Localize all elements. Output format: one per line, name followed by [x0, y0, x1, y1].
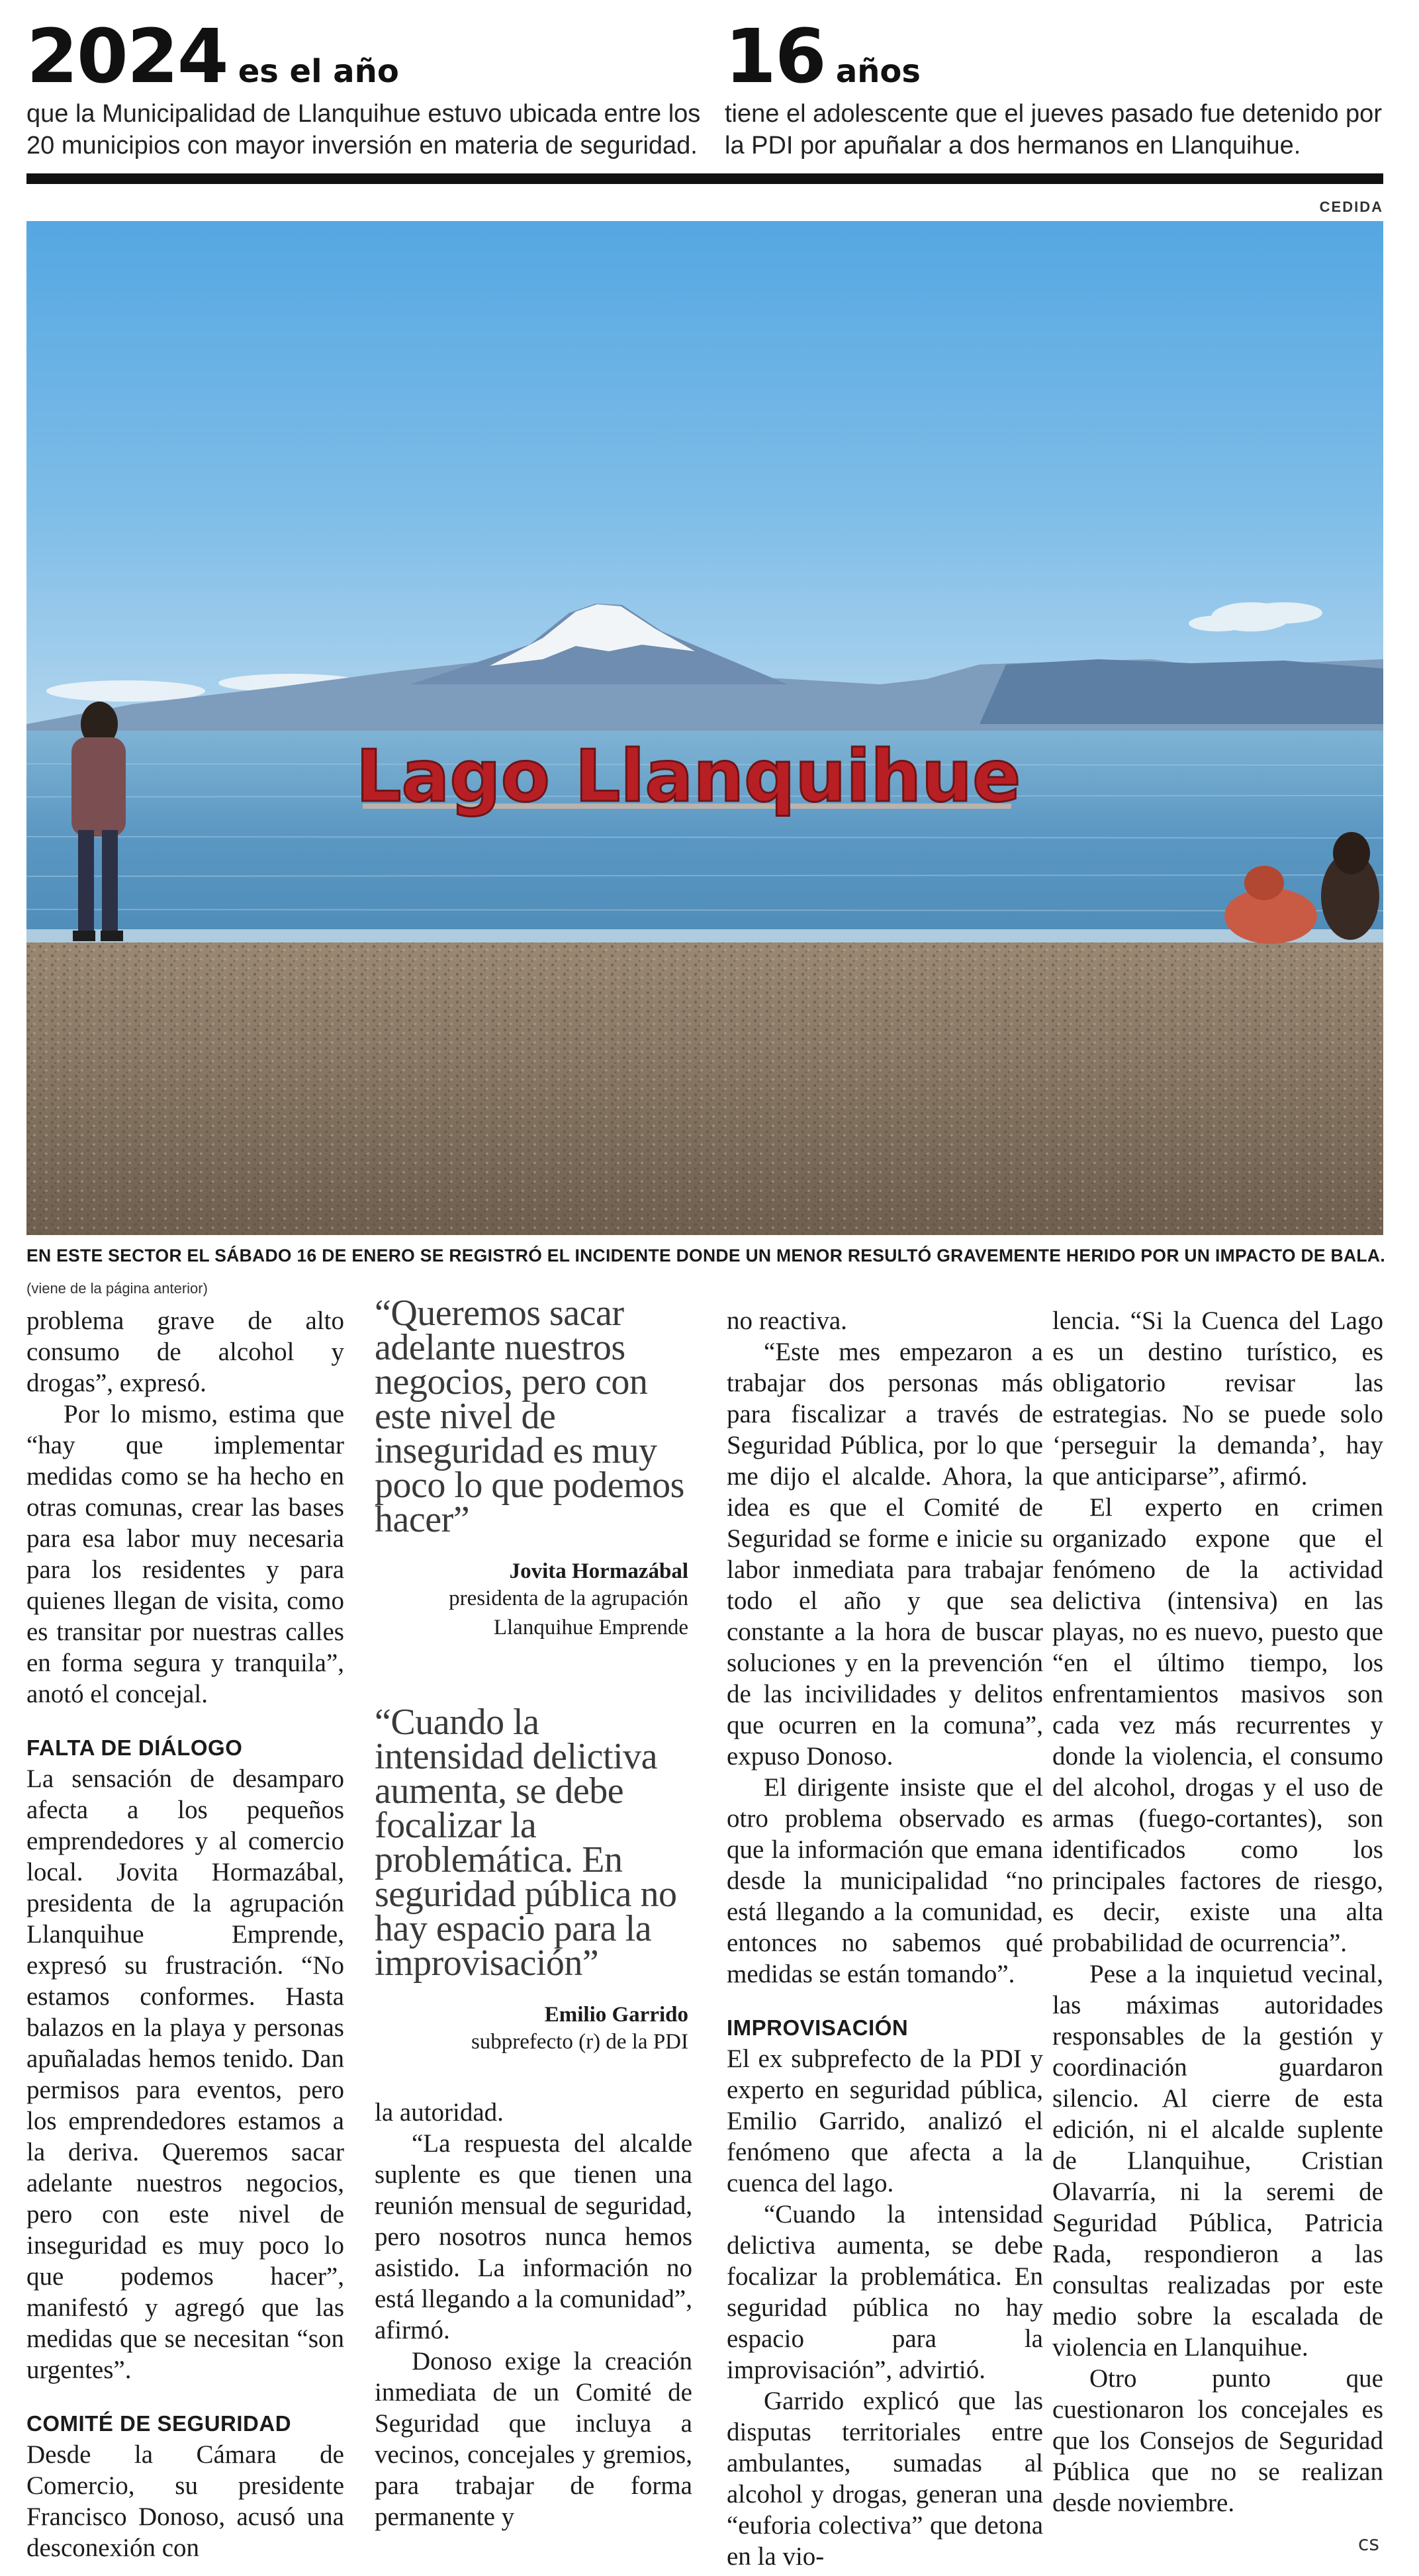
- stat-number: 2024: [26, 14, 228, 100]
- stat-unit: es el año: [238, 53, 399, 90]
- article-column-1: [26, 1305, 344, 2563]
- mountain-ridge-right: [980, 659, 1383, 724]
- pull-quote-hormazabal: [375, 1293, 692, 1642]
- paragraph: El ex subprefecto de la PDI y experto en seguridad pública, Emilio Garrido, analizó el fenómeno que afecta a la cuenca del lago.: [727, 2045, 1043, 2197]
- stat-2024: [26, 14, 702, 161]
- sand-texture: [26, 943, 1383, 1235]
- paragraph: El experto en crimen organizado expone que el fenómeno de la actividad delictiva (intensiva) en las playas, no es nuevo, puesto que “en el último tiempo, los enfrentamientos masivos son cada vez más recurrentes y donde la violencia, el consumo del alcohol, drogas y el uso de armas (fuego-cortantes), son identificados como los principales factores de riesgo, es decir, existe una alta probabilidad de ocurrencia”.: [1052, 1493, 1383, 1957]
- paragraph: la autoridad.: [375, 2098, 504, 2127]
- stat-number: 16: [725, 14, 825, 100]
- paragraph: Garrido explicó que las disputas territoriales entre ambulantes, sumadas al alcohol y drogas, generan una “euforia colectiva” que detona en la vio-: [727, 2387, 1043, 2571]
- continued-from-previous: (viene de la página anterior): [26, 1280, 208, 1297]
- pull-quote-text: “Queremos sacar adelante nuestros negocios, pero con este nivel de inseguridad es muy poco lo que podemos hacer”: [375, 1293, 684, 1540]
- paragraph: El dirigente insiste que el otro problema observado es que la información que emana desde la municipalidad “no está llegando a la comunidad, entonces no sabemos qué medidas se están tomando”.: [727, 1773, 1043, 1988]
- pull-quote-role: subprefecto (r) de la PDI: [471, 2030, 688, 2054]
- paragraph: Otro punto que cuestionaron los concejales es que los Consejos de Seguridad Pública que no se realizan desde noviembre.: [1052, 2364, 1383, 2517]
- paragraph: no reactiva.: [727, 1307, 847, 1335]
- stat-description: tiene el adolescente que el jueves pasado fue detenido por la PDI por apuñalar a dos hermanos en Llanquihue.: [725, 100, 1382, 160]
- paragraph: “Cuando la intensidad delictiva aumenta, se debe focalizar la problemática. En seguridad pública no hay espacio para la improvisación”, advirtió.: [727, 2200, 1043, 2384]
- subheading-improvisacion: IMPROVISACIÓN: [727, 2015, 909, 2040]
- paragraph: “Este mes empezaron a trabajar dos personas más para fiscalizar a través de Seguridad Pública, por lo que me dijo el alcalde. Ahora, la idea es que el Comité de Seguridad se forme e inicie su labor inmediata para trabajar todo el año y que sea constante a la hora de buscar soluciones y en la prevención de las incivilidades y delitos que ocurren en la comuna”, expuso Donoso.: [727, 1338, 1043, 1771]
- pull-quote-text: “Cuando la intensidad delictiva aumenta, se debe focalizar la problemática. En seguridad pública no hay espacio para la improvisación”: [375, 1702, 677, 1984]
- pull-quote-author: Jovita Hormazábal: [509, 1559, 688, 1583]
- svg-text:Lago Llanquihue: Lago Llanquihue: [355, 735, 1021, 818]
- photo-credit: CEDIDA: [1319, 199, 1383, 215]
- article-column-4: [1052, 1305, 1383, 2518]
- paragraph: problema grave de alto consumo de alcohol y drogas”, expresó.: [26, 1307, 344, 1397]
- lake-photo-illustration: [26, 221, 1383, 1235]
- lago-llanquihue-sign: [356, 735, 1021, 818]
- subheading-falta-de-dialogo: FALTA DE DIÁLOGO: [26, 1735, 243, 1760]
- paragraph: Donoso exige la creación inmediata de un Comité de Seguridad que incluya a vecinos, concejales y gremios, para trabajar de forma permanente y: [375, 2347, 692, 2531]
- end-of-article-mark: cs: [1357, 2532, 1379, 2555]
- paragraph: “La respuesta del alcalde suplente es que tienen una reunión mensual de seguridad, pero nosotros nunca hemos asistido. La información no está llegando a la comunidad”, afirmó.: [375, 2129, 692, 2344]
- photo-caption: EN ESTE SECTOR EL SÁBADO 16 DE ENERO SE REGISTRÓ EL INCIDENTE DONDE UN MENOR RESULTÓ GRAVEMENTE HERIDO POR UN IMPACTO DE BALA.: [26, 1246, 1386, 1265]
- article-column-3: [727, 1305, 1043, 2572]
- paragraph: La sensación de desamparo afecta a los pequeños emprendedores y al comercio local. Jovita Hormazábal, presidenta de la agrupación Llanquihue Emprende, expresó su frustración. “No estamos conformes. Hasta balazos en la playa y personas apuñaladas hemos tenido. Dan permisos para eventos, pero los emprendedores estamos a la deriva. Queremos sacar adelante nuestros negocios, pero con este nivel de inseguridad es muy poco lo que podemos hacer”, manifestó y agregó que las medidas que se necesitan “son urgentes”.: [26, 1765, 344, 2384]
- paragraph: Desde la Cámara de Comercio, su presidente Francisco Donoso, acusó una desconexión con: [26, 2440, 344, 2562]
- stat-16-anos: [725, 14, 1400, 161]
- pull-quote-author: Emilio Garrido: [544, 2003, 688, 2027]
- article-column-2: [375, 2097, 692, 2532]
- paragraph: lencia. “Si la Cuenca del Lago es un destino turístico, es obligatorio revisar las estrategias. No se puede solo ‘perseguir la demanda’, hay que anticiparse”, afirmó.: [1052, 1307, 1383, 1491]
- stat-unit: años: [835, 53, 921, 90]
- pull-quote-role: presidenta de la agrupación Llanquihue Emprende: [449, 1587, 688, 1639]
- header-divider: [26, 173, 1383, 184]
- paragraph: Pese a la inquietud vecinal, las máximas autoridades responsables de la gestión y coordinación guardaron silencio. Al cierre de esta edición, ni el alcalde suplente de Llanquihue, Cristian Olavarría, ni la seremi de Seguridad Pública, Patricia Rada, respondieron a las consultas realizadas por este medio sobre la escalada de violencia en Llanquihue.: [1052, 1960, 1383, 2362]
- pull-quote-garrido: [375, 1702, 692, 2056]
- paragraph: Por lo mismo, estima que “hay que implementar medidas como se ha hecho en otras comunas, crear las bases para esa labor muy necesaria para los residentes y para quienes llegan de visita, como es transitar por nuestras calles en forma segura y tranquila”, anotó el concejal.: [26, 1400, 344, 1708]
- stat-description: que la Municipalidad de Llanquihue estuvo ubicada entre los 20 municipios con mayor inversión en materia de seguridad.: [26, 100, 701, 160]
- lake-photo: [26, 221, 1383, 1235]
- subheading-comite-de-seguridad: COMITÉ DE SEGURIDAD: [26, 2411, 292, 2436]
